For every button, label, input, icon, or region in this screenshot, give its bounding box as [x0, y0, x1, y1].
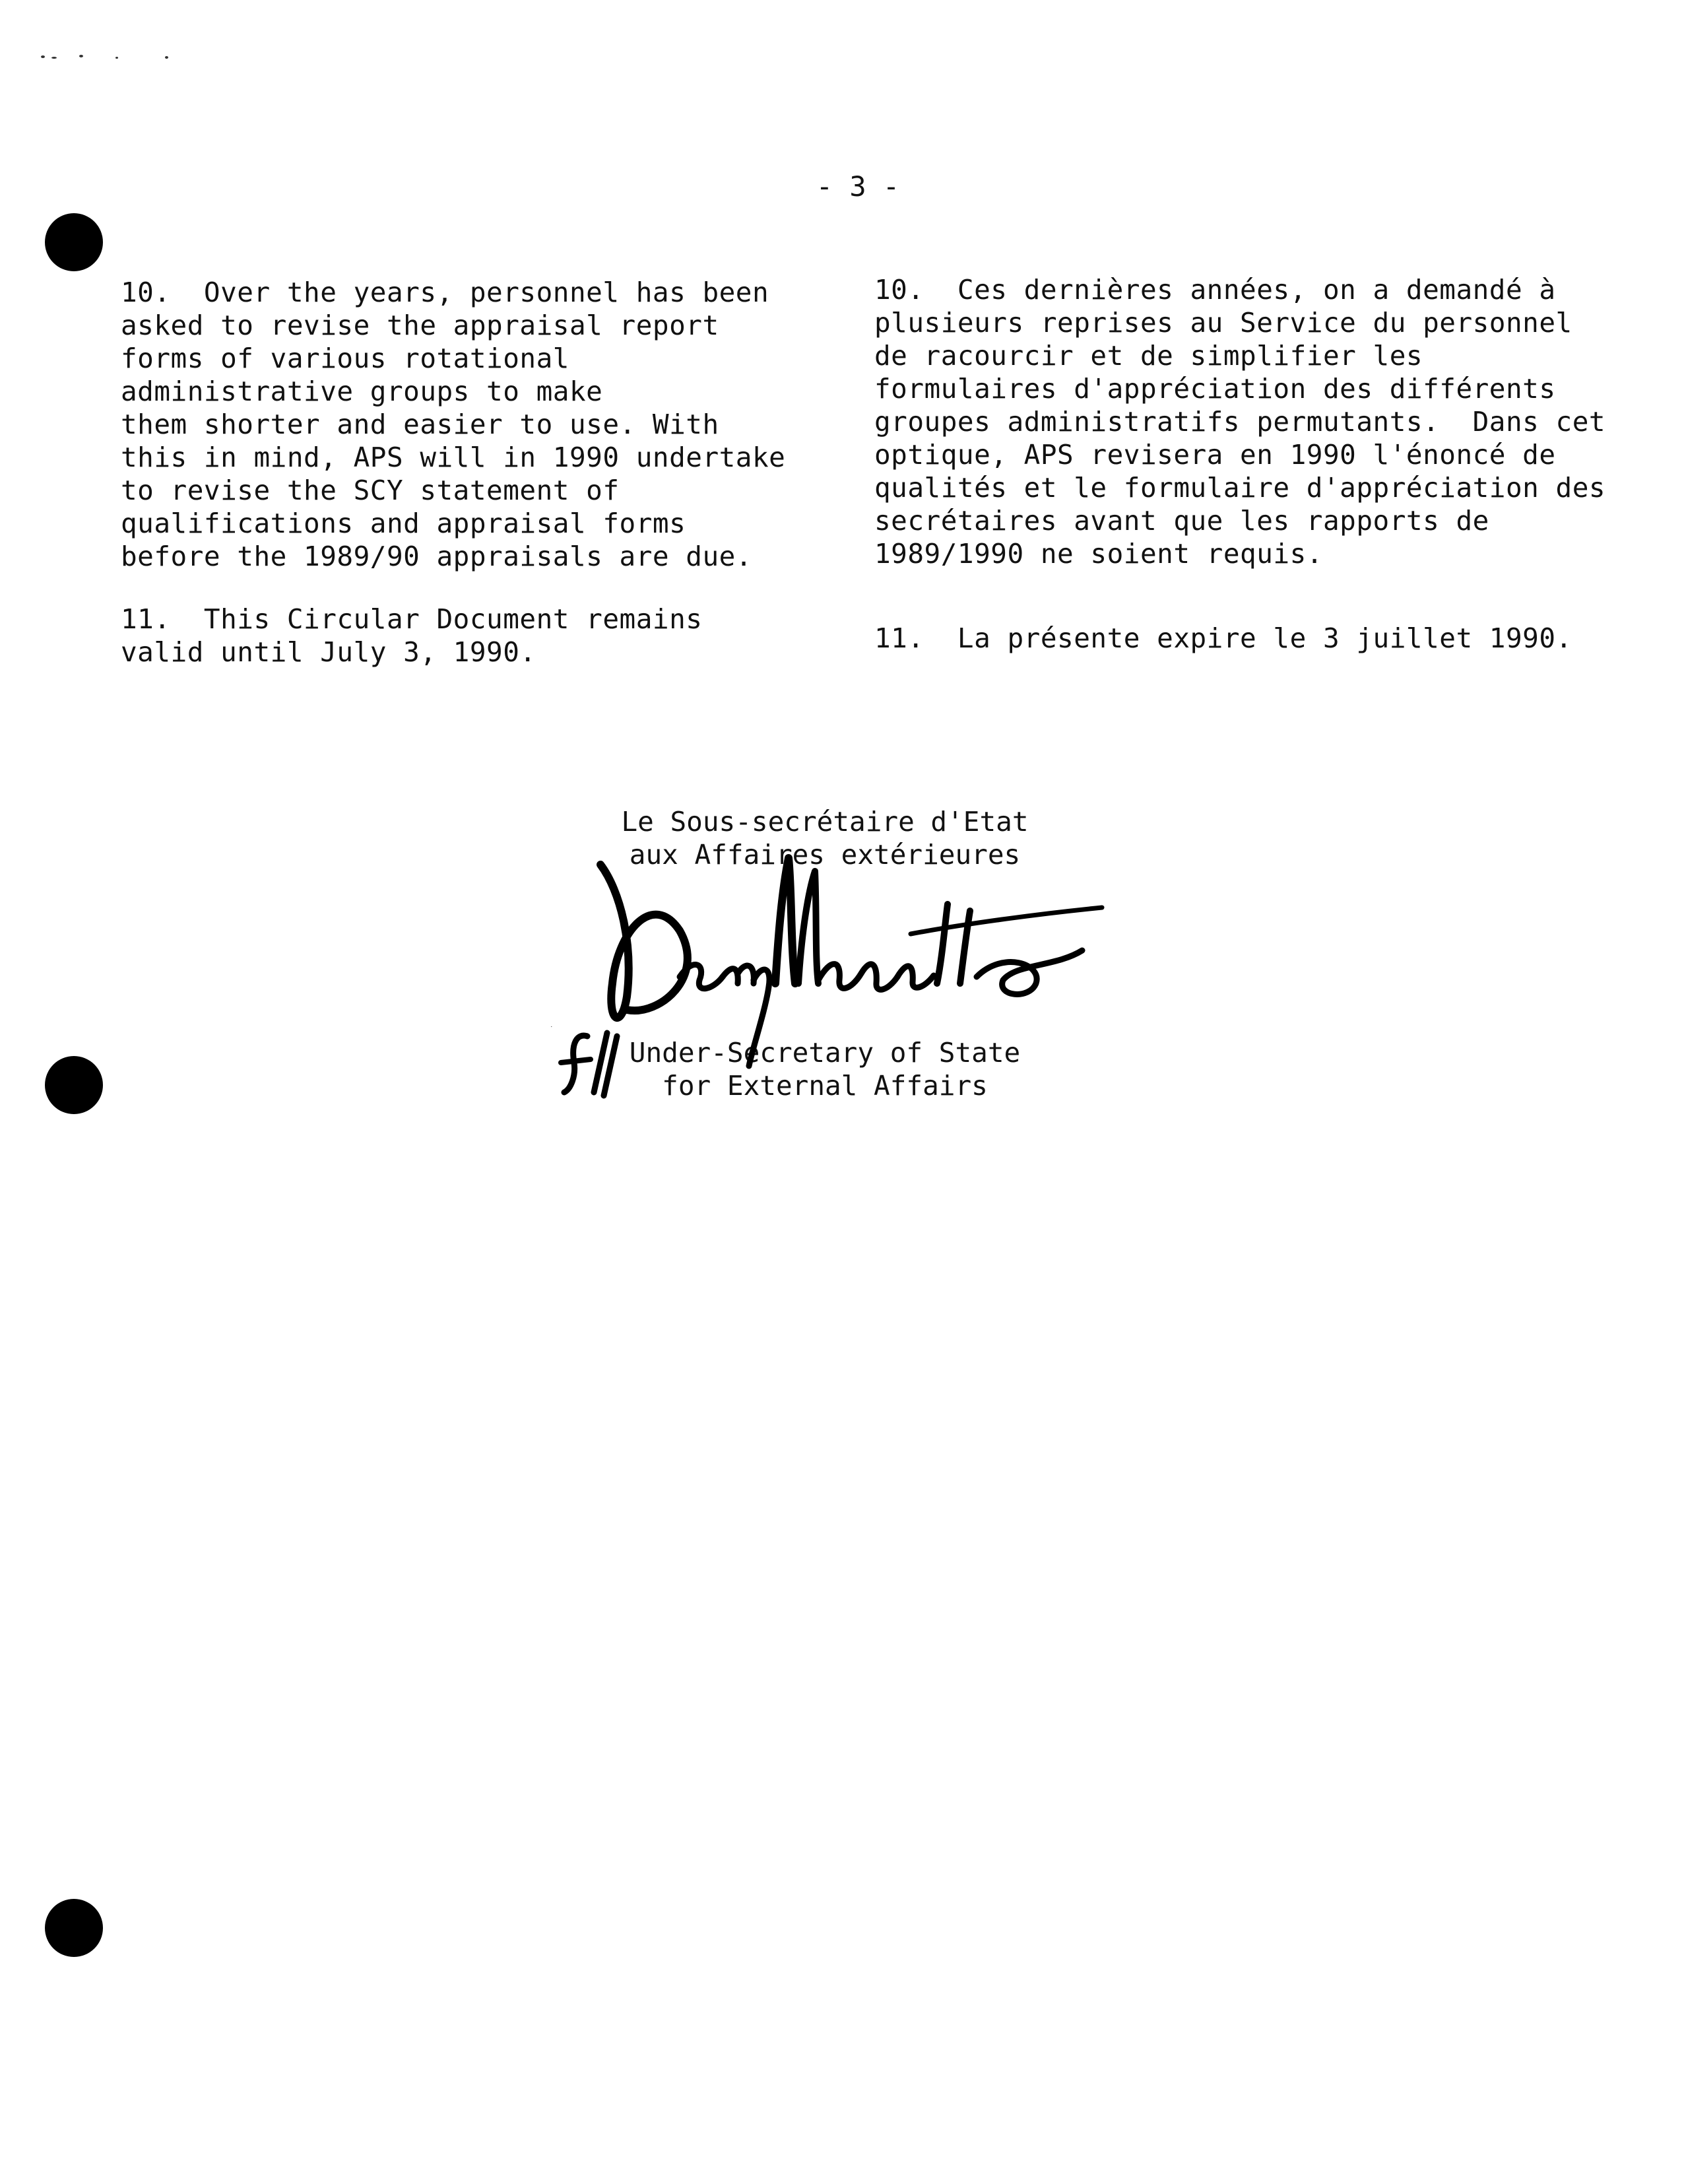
text-line: optique, APS revisera en 1990 l'énoncé de — [874, 439, 1556, 471]
scan-speck — [79, 55, 83, 57]
title-line: Under-Secretary of State — [629, 1037, 1021, 1069]
title-line: aux Affaires extérieures — [629, 839, 1021, 871]
scan-speck — [165, 56, 168, 59]
per-procurationem-mark — [551, 1026, 624, 1099]
text-line: 11. This Circular Document remains — [121, 603, 703, 635]
text-line: valid until July 3, 1990. — [121, 636, 536, 668]
paragraph-10-english — [121, 276, 794, 573]
text-line: 1989/1990 ne soient requis. — [874, 538, 1323, 570]
text-line: plusieurs reprises au Service du personnel — [874, 307, 1572, 339]
text-line: this in mind, APS will in 1990 undertake — [121, 442, 786, 473]
text-line: qualités et le formulaire d'appréciation des — [874, 472, 1606, 504]
text-line: administrative groups to make — [121, 376, 603, 407]
text-line: secrétaires avant que les rapports de — [874, 505, 1489, 537]
punch-hole — [45, 1056, 103, 1114]
paragraph-11-english — [121, 603, 794, 669]
text-line: them shorter and easier to use. With — [121, 409, 719, 440]
paragraph-11-french — [874, 622, 1653, 655]
french-column — [874, 273, 1653, 684]
scan-speck — [41, 55, 45, 58]
per-mark-text: f/ — [551, 1026, 552, 1027]
text-line: 10. Over the years, personnel has been — [121, 277, 769, 308]
page-number: - 3 - — [816, 170, 900, 203]
paragraph-10-french — [874, 273, 1653, 570]
text-line: before the 1989/90 appraisals are due. — [121, 541, 752, 572]
text-line: formulaires d'appréciation des différents — [874, 373, 1556, 405]
scan-speck — [51, 57, 57, 59]
punch-hole — [45, 1899, 103, 1957]
text-line: groupes administratifs permutants. Dans cet — [874, 406, 1606, 438]
text-line: qualifications and appraisal forms — [121, 508, 686, 539]
text-line: asked to revise the appraisal report — [121, 310, 719, 341]
text-line: de racourcir et de simplifier les — [874, 340, 1423, 372]
scan-speck — [115, 57, 118, 59]
title-line: Le Sous-secrétaire d'Etat — [621, 806, 1029, 838]
text-line: forms of various rotational — [121, 343, 569, 374]
text-line: to revise the SCY statement of — [121, 475, 620, 506]
handwritten-signature — [581, 851, 1109, 1069]
text-line: 10. Ces dernières années, on a demandé à — [874, 274, 1556, 306]
english-column — [121, 276, 794, 698]
punch-hole — [45, 213, 103, 271]
text-line: 11. La présente expire le 3 juillet 1990. — [874, 622, 1572, 654]
title-line: for External Affairs — [662, 1070, 988, 1102]
